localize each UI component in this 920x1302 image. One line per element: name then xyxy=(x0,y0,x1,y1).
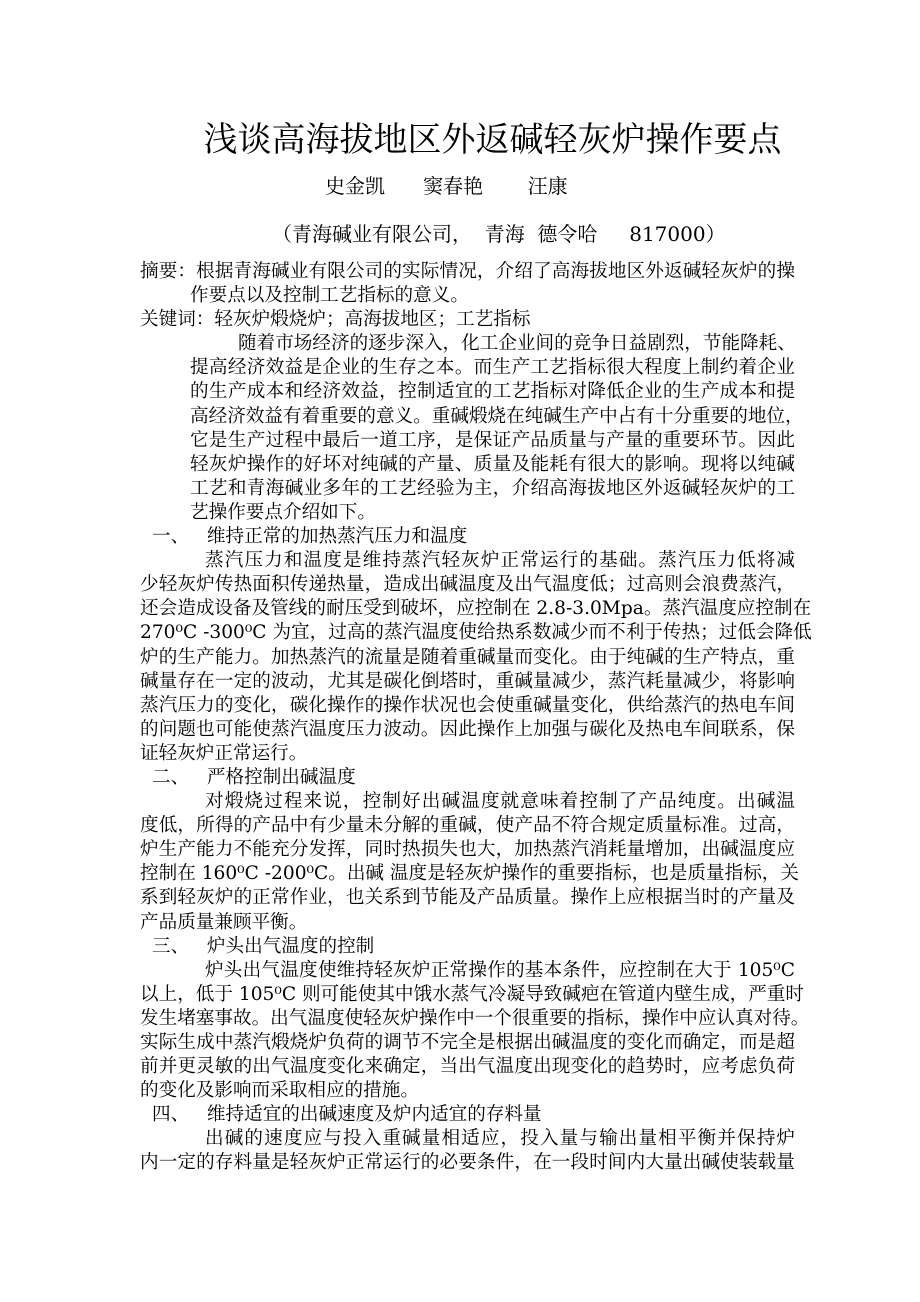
paragraph-line: 系到轻灰炉的正常作业，也关系到节能及产品质量。操作上应根据当时的产量及 xyxy=(140,887,795,909)
paragraph-line: 的变化及影响而采取相应的措施。 xyxy=(140,1080,419,1102)
paragraph-line: 还会造成设备及管线的耐压受到破坏，应控制在 2.8-3.0Mpa。蒸汽温度应控制在 xyxy=(140,598,812,620)
abstract-line: 作要点以及控制工艺指标的意义。 xyxy=(190,285,469,307)
paragraph-line: 炉生产能力不能充分发挥，同时热损失也大，加热蒸汽消耗量增加，出碱温度应 xyxy=(140,839,795,861)
paragraph-line: 270⁰C -300⁰C 为宜，过高的蒸汽温度使给热系数减少而不利于传热；过低会降低 xyxy=(140,622,812,644)
paragraph-line: 度低，所得的产品中有少量未分解的重碱，使产品不符合规定质量标准。过高， xyxy=(140,815,795,837)
abstract-line: 摘要：根据青海碱业有限公司的实际情况，介绍了高海拔地区外返碱轻灰炉的操 xyxy=(140,261,795,282)
paragraph-line: 蒸汽压力的变化，碳化操作的操作状况也会使重碱量变化，供给蒸汽的热电车间 xyxy=(140,694,795,716)
paragraph-line: 对煅烧过程来说，控制好出碱温度就意味着控制了产品纯度。出碱温 xyxy=(205,791,795,813)
intro-line: 它是生产过程中最后一道工序，是保证产品质量与产量的重要环节。因此 xyxy=(190,429,795,451)
paragraph-line: 前并更灵敏的出气温度变化来确定，当出气温度出现变化的趋势时，应考虑负荷 xyxy=(140,1056,795,1078)
paragraph-line: 产品质量兼顾平衡。 xyxy=(140,911,308,933)
section xyxy=(140,935,810,1104)
sections xyxy=(140,525,812,1176)
section xyxy=(140,525,812,766)
paragraph-line: 炉的生产能力。加热蒸汽的流量是随着重碱量而变化。由于纯碱的生产特点，重 xyxy=(140,646,795,668)
paragraph-line: 控制在 160⁰C -200⁰C。出碱 温度是轻灰炉操作的重要指标，也是质量指标，关 xyxy=(140,863,799,885)
intro-line: 的生产成本和经济效益，控制适宜的工艺指标对降低企业的生产成本和提 xyxy=(190,381,795,403)
paragraph-line: 蒸汽压力和温度是维持蒸汽轻灰炉正常运行的基础。蒸汽压力低将减 xyxy=(205,550,795,572)
document-title: 浅谈高海拔地区外返碱轻灰炉操作要点 xyxy=(203,120,782,160)
paragraph-line: 实际生成中蒸汽煅烧炉负荷的调节不完全是根据出碱温度的变化而确定，而是超 xyxy=(140,1032,795,1053)
paragraph-line: 少轻灰炉传热面积传递热量，造成出碱温度及出气温度低；过高则会浪费蒸汽， xyxy=(140,574,795,596)
intro-line: 艺操作要点介绍如下。 xyxy=(190,501,376,523)
section-heading: 一、 维持正常的加热蒸汽压力和温度 xyxy=(152,526,468,548)
section-heading: 四、 维持适宜的出碱速度及炉内适宜的存料量 xyxy=(152,1104,542,1126)
document-body xyxy=(140,260,812,1176)
paragraph-line: 证轻灰炉正常运行。 xyxy=(140,742,308,764)
intro-paragraph xyxy=(140,332,804,525)
keywords: 关键词：轻灰炉煅烧炉；高海拔地区；工艺指标 xyxy=(140,309,531,331)
intro-line: 高经济效益有着重要的意义。重碱煅烧在纯碱生产中占有十分重要的地位， xyxy=(190,405,804,427)
section-heading: 三、 炉头出气温度的控制 xyxy=(152,935,375,957)
paragraph-line: 以上，低于 105⁰C 则可能使其中饿水蒸气冷凝导致碱疤在管道内壁生成，严重时 xyxy=(140,983,804,1005)
authors: 史金凯 窦春艳 汪康 xyxy=(325,174,568,198)
intro-line: 随着市场经济的逐步深入，化工企业间的竞争日益剧烈，节能降耗、 xyxy=(238,333,796,355)
paragraph-line: 碱量存在一定的波动，尤其是碳化倒塔时，重碱量减少，蒸汽耗量减少，将影响 xyxy=(140,670,795,692)
section-heading: 二、 严格控制出碱温度 xyxy=(152,766,356,788)
section xyxy=(140,766,799,935)
paragraph-line: 出碱的速度应与投入重碱量相适应，投入量与输出量相平衡并保持炉 xyxy=(205,1128,795,1150)
section xyxy=(140,1103,795,1175)
intro-line: 轻灰炉操作的好坏对纯碱的产量、质量及能耗有很大的影响。现将以纯碱 xyxy=(190,453,795,475)
paragraph-line: 炉头出气温度使维持轻灰炉正常操作的基本条件，应控制在大于 105⁰C xyxy=(205,959,795,981)
paragraph-line: 发生堵塞事故。出气温度使轻灰炉操作中一个很重要的指标，操作中应认真对待。 xyxy=(140,1007,810,1029)
paragraph-line: 的问题也可能使蒸汽温度压力波动。因此操作上加强与碳化及热电车间联系，保 xyxy=(140,718,795,740)
intro-line: 提高经济效益是企业的生存之本。而生产工艺指标很大程度上制约着企业 xyxy=(190,357,795,379)
intro-line: 工艺和青海碱业多年的工艺经验为主，介绍高海拔地区外返碱轻灰炉的工 xyxy=(190,477,795,499)
affiliation: （青海碱业有限公司， 青海 德令哈 817000） xyxy=(272,222,726,246)
paragraph-line: 内一定的存料量是轻灰炉正常运行的必要条件，在一段时间内大量出碱使装载量 xyxy=(140,1152,795,1174)
